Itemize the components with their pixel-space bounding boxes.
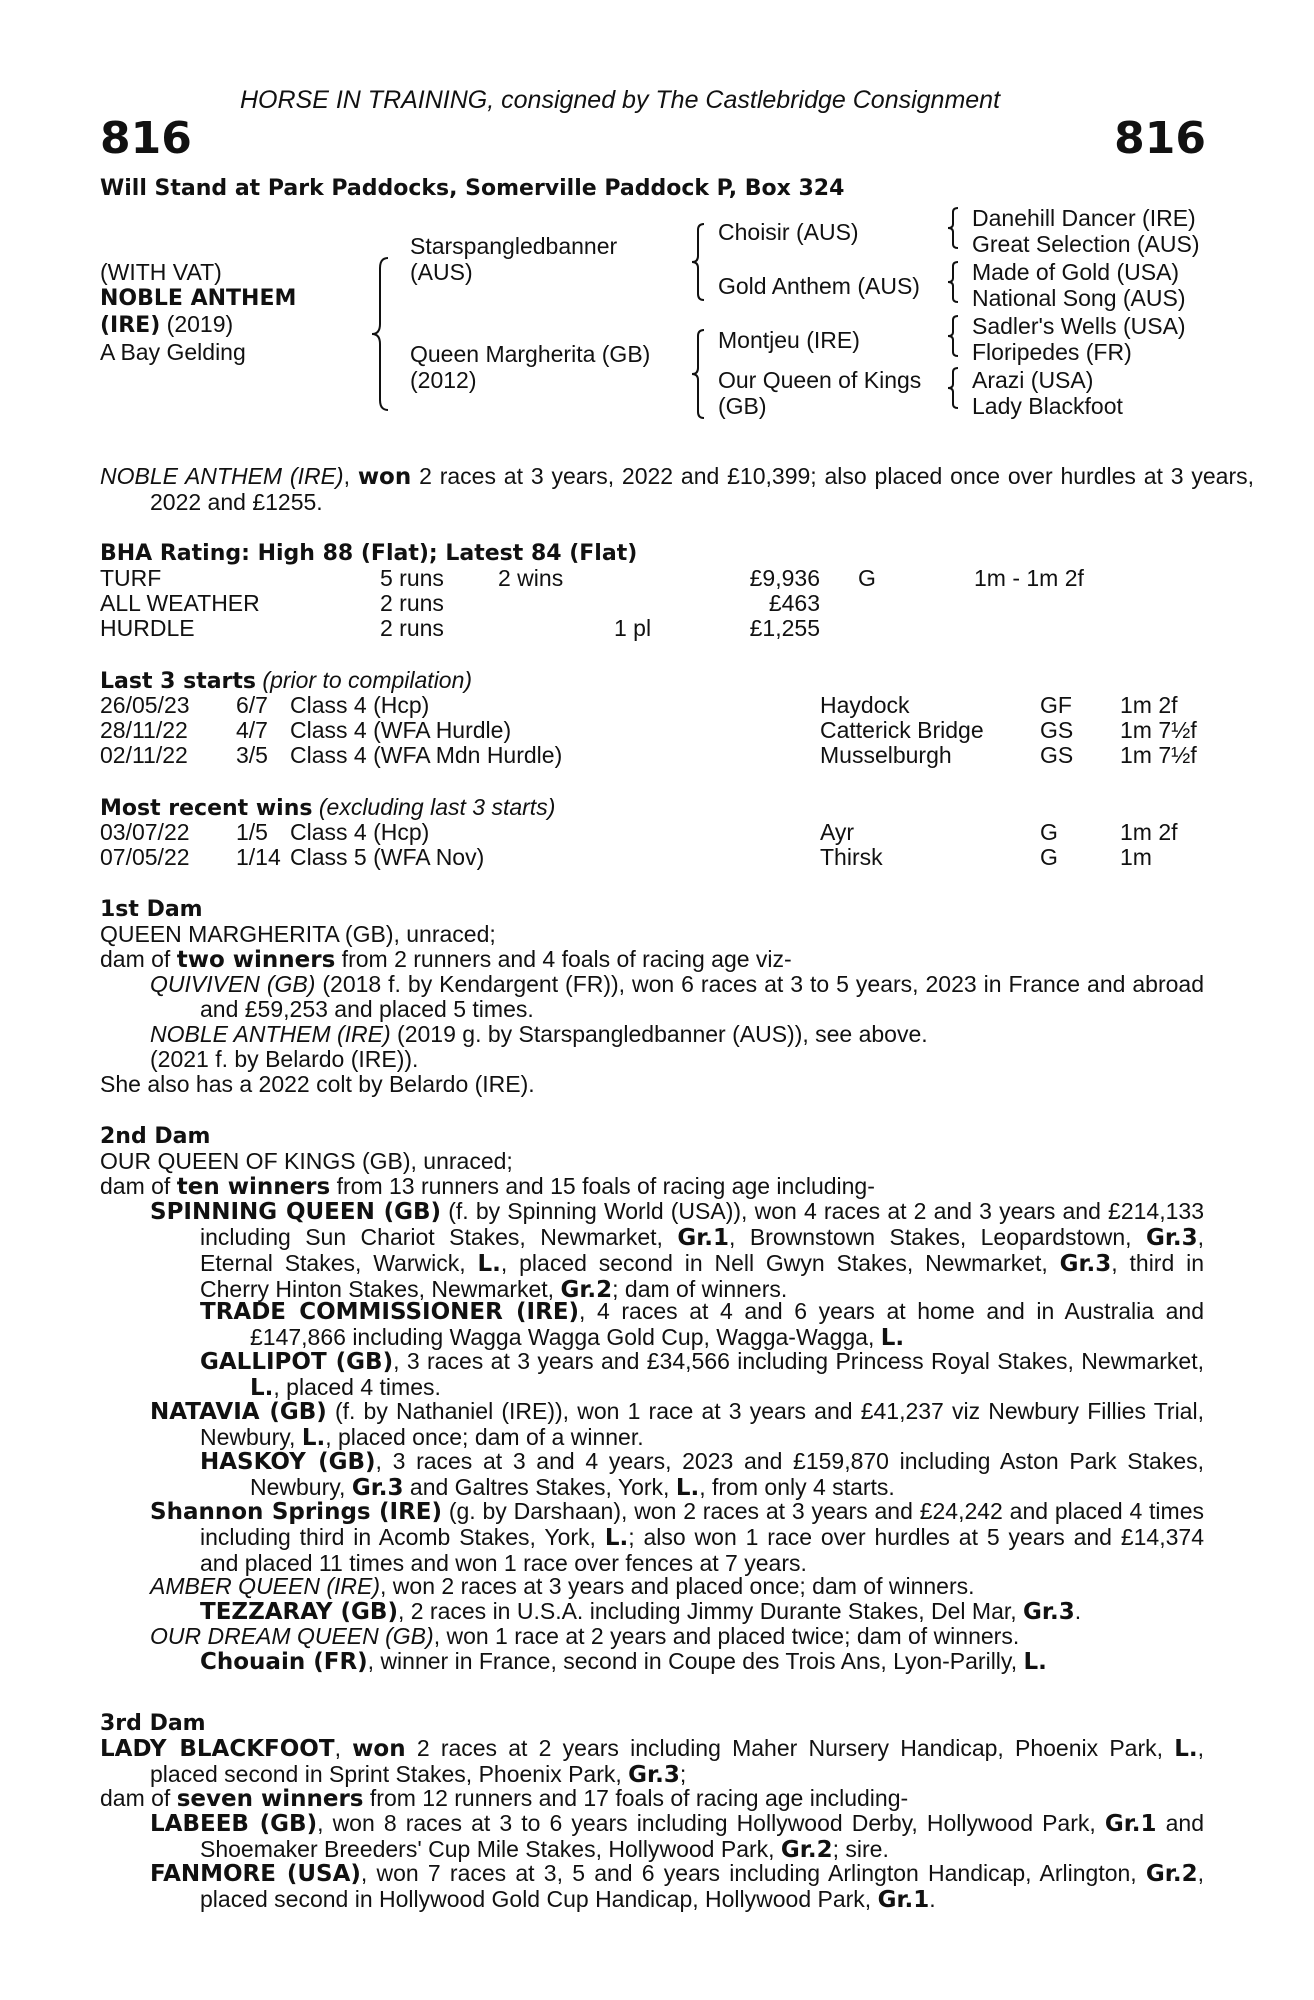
dam2-tezzaray bbox=[200, 1599, 1081, 1625]
spinning-grade-3b: Gr.3 bbox=[1059, 1251, 1112, 1277]
last3-date: 02/11/22 bbox=[100, 742, 188, 768]
pedigree-dss: Sadler's Wells (USA) bbox=[972, 313, 1186, 339]
spinning-grade-1: Gr.1 bbox=[677, 1225, 730, 1251]
pedigree-sire-sire: Choisir (AUS) bbox=[718, 219, 859, 245]
pedigree-brace-ds bbox=[946, 314, 960, 358]
lady-comma: , bbox=[334, 1735, 353, 1761]
rating-runs: 5 runs bbox=[380, 565, 444, 591]
tezzaray-text-2: . bbox=[1074, 1598, 1082, 1624]
pedigree-ddd: Lady Blackfoot bbox=[972, 393, 1123, 419]
quiviven-text: (2018 f. by Kendargent (FR)), won 6 races at 3 to 5 years, 2023 in France and abroad and £59,253 and placed 5 times. bbox=[200, 971, 1204, 1022]
pedigree-brace-ss bbox=[946, 206, 960, 250]
rating-runs: 2 runs bbox=[380, 615, 444, 641]
last3-date: 26/05/23 bbox=[100, 692, 190, 718]
dam2-name-line: OUR QUEEN OF KINGS (GB), unraced; bbox=[100, 1148, 513, 1174]
pedigree-brace-sire bbox=[690, 222, 706, 302]
trade-listed: L. bbox=[880, 1325, 905, 1351]
tezzaray-text-1: , 2 races in U.S.A. including Jimmy Durante Stakes, Del Mar, bbox=[397, 1598, 1024, 1624]
summary-won: won bbox=[357, 464, 412, 490]
pedigree-dam-dam-country: (GB) bbox=[718, 393, 767, 419]
tezzaray-grade-3: Gr.3 bbox=[1023, 1599, 1075, 1625]
quiviven-name: QUIVIVEN (GB) bbox=[150, 971, 316, 997]
pedigree-dsd: Floripedes (FR) bbox=[972, 339, 1132, 365]
gallipot-text-2: , placed 4 times. bbox=[273, 1374, 441, 1400]
wins-going: G bbox=[1040, 844, 1058, 870]
rating-row bbox=[100, 591, 1204, 616]
dam1-dam-of-pre: dam of bbox=[100, 946, 177, 972]
dam1-quiviven bbox=[150, 972, 1204, 1022]
spinning-text-2: , Brownstown Stakes, Leopardstown, bbox=[729, 1224, 1146, 1250]
dam1-name-line: QUEEN MARGHERITA (GB), unraced; bbox=[100, 921, 496, 947]
last3-date: 28/11/22 bbox=[100, 717, 188, 743]
fanmore-text-2: , placed second in Hollywood Gold Cup Handicap, Hollywood Park, bbox=[200, 1860, 1204, 1912]
fanmore-text-1: , won 7 races at 3, 5 and 6 years including Arlington Handicap, Arlington, bbox=[360, 1860, 1146, 1886]
pedigree-dds: Arazi (USA) bbox=[972, 367, 1094, 393]
dam1-colt-2022: She also has a 2022 colt by Belardo (IRE). bbox=[100, 1071, 535, 1097]
natavia-name: NATAVIA (GB) bbox=[150, 1399, 327, 1425]
noble-name: NOBLE ANTHEM (IRE) bbox=[150, 1021, 391, 1047]
dam3-dam-of-pre: dam of bbox=[100, 1785, 177, 1811]
last3-distance: 1m 7½f bbox=[1120, 717, 1197, 743]
rating-going: G bbox=[858, 565, 876, 591]
gallipot-text-1: , 3 races at 3 years and £34,566 including Princess Royal Stakes, Newmarket, bbox=[393, 1348, 1204, 1374]
last3-going: GS bbox=[1040, 742, 1074, 768]
dam2-our-dream-queen bbox=[150, 1624, 1019, 1649]
wins-heading: Most recent wins bbox=[100, 796, 313, 821]
dam3-dam-of bbox=[100, 1786, 908, 1812]
rating-heading: BHA Rating: High 88 (Flat); Latest 84 (Flat) bbox=[100, 541, 638, 566]
last3-heading: Last 3 starts bbox=[100, 669, 257, 694]
labeeb-text-2: and Shoemaker Breeders' Cup Mile Stakes, Hollywood Park, bbox=[200, 1810, 1205, 1862]
dam1-noble bbox=[150, 1022, 928, 1047]
pedigree-ssd: Great Selection (AUS) bbox=[972, 231, 1200, 257]
pedigree-brace-dd bbox=[946, 366, 960, 410]
labeeb-grade-1: Gr.1 bbox=[1104, 1811, 1157, 1837]
fanmore-grade-2: Gr.2 bbox=[1145, 1861, 1198, 1887]
dam3-lady-blackfoot bbox=[100, 1736, 1204, 1788]
dam1-dam-of-post: from 2 runners and 4 foals of racing age viz- bbox=[335, 946, 792, 972]
pedigree-brace-dam bbox=[690, 328, 706, 420]
chouain-text: , winner in France, second in Coupe des Trois Ans, Lyon-Parilly, bbox=[367, 1648, 1024, 1674]
lady-text-1: 2 races at 2 years including Maher Nursery Handicap, Phoenix Park, bbox=[405, 1735, 1175, 1761]
horse-country: (IRE) bbox=[100, 313, 161, 338]
haskoy-listed: L. bbox=[675, 1475, 700, 1501]
wins-distance: 1m 2f bbox=[1120, 819, 1178, 845]
lady-won: won bbox=[352, 1736, 406, 1762]
dam2-spinning-queen bbox=[150, 1199, 1204, 1303]
amber-text: , won 2 races at 3 years and placed once; dam of winners. bbox=[380, 1573, 975, 1599]
last3-distance: 1m 2f bbox=[1120, 692, 1178, 718]
spinning-text-1: (f. by Spinning World (USA)), won 4 races at 2 and 3 years and £214,133 including Sun Chariot Stakes, Newmarket, bbox=[200, 1198, 1204, 1250]
rating-surface: TURF bbox=[100, 565, 162, 591]
vat-label: (WITH VAT) bbox=[100, 259, 222, 285]
trade-name: TRADE COMMISSIONER (IRE) bbox=[200, 1299, 580, 1325]
labeeb-grade-2: Gr.2 bbox=[780, 1837, 833, 1863]
wins-going: G bbox=[1040, 819, 1058, 845]
horse-name: NOBLE ANTHEM bbox=[100, 286, 297, 311]
last3-race: Class 4 (Hcp) bbox=[290, 692, 430, 718]
spinning-text-5: , third in Cherry Hinton Stakes, Newmarket, bbox=[200, 1250, 1204, 1302]
rating-placed: 1 pl bbox=[614, 615, 652, 641]
rating-amount: £9,936 bbox=[749, 565, 820, 591]
dam2-gallipot bbox=[200, 1349, 1204, 1401]
last3-heading-line bbox=[100, 668, 472, 694]
dam3-heading: 3rd Dam bbox=[100, 1711, 206, 1736]
shannon-listed: L. bbox=[604, 1525, 629, 1551]
horse-description: A Bay Gelding bbox=[100, 339, 246, 365]
last3-going: GF bbox=[1040, 692, 1072, 718]
labeeb-text-3: ; sire. bbox=[832, 1836, 889, 1862]
rating-runs: 2 runs bbox=[380, 590, 444, 616]
wins-position: 1/14 bbox=[236, 844, 281, 870]
rating-wins: 2 wins bbox=[498, 565, 564, 591]
rating-surface: HURDLE bbox=[100, 615, 195, 641]
last3-note: (prior to compilation) bbox=[256, 667, 473, 693]
wins-race: Class 4 (Hcp) bbox=[290, 819, 430, 845]
gallipot-listed: L. bbox=[250, 1375, 274, 1401]
dam2-trade-commissioner bbox=[200, 1299, 1204, 1351]
horse-country-year bbox=[100, 312, 233, 338]
last3-distance: 1m 7½f bbox=[1120, 742, 1197, 768]
pedigree-brace-sd bbox=[946, 260, 960, 304]
natavia-text-1: (f. by Nathaniel (IRE)), won 1 race at 3 years and £41,237 viz Newbury Fillies Trial, Newbury, bbox=[200, 1398, 1204, 1450]
dam3-fanmore bbox=[150, 1861, 1204, 1913]
last3-position: 6/7 bbox=[236, 692, 268, 718]
lady-text-3: ; bbox=[679, 1761, 687, 1787]
wins-race: Class 5 (WFA Nov) bbox=[290, 844, 485, 870]
dam2-dam-of-post: from 13 runners and 15 foals of racing age including- bbox=[330, 1173, 875, 1199]
ourdream-text: , won 1 race at 2 years and placed twice; dam of winners. bbox=[433, 1623, 1020, 1649]
horse-year: (2019) bbox=[160, 311, 234, 337]
pedigree-dam: Queen Margherita (GB) bbox=[410, 341, 651, 367]
lady-listed: L. bbox=[1174, 1736, 1198, 1762]
dam1-winners-count: two winners bbox=[176, 947, 336, 973]
shannon-name: Shannon Springs (IRE) bbox=[150, 1499, 443, 1525]
haskoy-text-1: , 3 races at 3 and 4 years, 2023 and £159,870 including Aston Park Stakes, Newbury, bbox=[250, 1448, 1204, 1500]
rating-row bbox=[100, 616, 1204, 641]
summary-horse-name: NOBLE ANTHEM (IRE) bbox=[100, 463, 344, 489]
spinning-grade-2: Gr.2 bbox=[560, 1277, 613, 1303]
dam2-chouain bbox=[200, 1649, 1047, 1675]
dam3-winners-count: seven winners bbox=[176, 1786, 364, 1812]
wins-date: 03/07/22 bbox=[100, 819, 190, 845]
pedigree-sire-dam: Gold Anthem (AUS) bbox=[718, 273, 920, 299]
rating-surface: ALL WEATHER bbox=[100, 590, 260, 616]
rating-amount: £463 bbox=[768, 590, 820, 616]
haskoy-text-3: , from only 4 starts. bbox=[699, 1474, 895, 1500]
consignment-heading: HORSE IN TRAINING, consigned by The Castlebridge Consignment bbox=[240, 86, 1001, 114]
last3-race: Class 4 (WFA Hurdle) bbox=[290, 717, 512, 743]
labeeb-text-1: , won 8 races at 3 to 6 years including Hollywood Derby, Hollywood Park, bbox=[317, 1810, 1105, 1836]
last3-course: Musselburgh bbox=[820, 742, 952, 768]
dam1-heading: 1st Dam bbox=[100, 897, 203, 922]
last3-position: 3/5 bbox=[236, 742, 268, 768]
dam2-natavia bbox=[150, 1399, 1204, 1451]
wins-row bbox=[100, 820, 1204, 845]
wins-heading-line bbox=[100, 795, 555, 821]
rating-amount: £1,255 bbox=[749, 615, 820, 641]
dam1-dam-of bbox=[100, 947, 792, 973]
wins-note: (excluding last 3 starts) bbox=[312, 794, 556, 820]
last3-course: Haydock bbox=[820, 692, 910, 718]
pedigree-sire-country: (AUS) bbox=[410, 259, 473, 285]
wins-distance: 1m bbox=[1120, 844, 1152, 870]
dam1-filly-2021: (2021 f. by Belardo (IRE)). bbox=[150, 1046, 419, 1072]
summary-paragraph: NOBLE ANTHEM (IRE), won 2 races at 3 years, 2022 and £10,399; also placed once over hurdles at 3 years, 2022 and £1255. bbox=[100, 463, 1255, 515]
spinning-text-3: , Eternal Stakes, Warwick, bbox=[200, 1224, 1205, 1276]
pedigree-dam-sire: Montjeu (IRE) bbox=[718, 327, 860, 353]
lot-number-left: 816 bbox=[100, 113, 192, 164]
haskoy-name: HASKOY (GB) bbox=[200, 1449, 376, 1475]
last3-row bbox=[100, 743, 1204, 768]
last3-course: Catterick Bridge bbox=[820, 717, 984, 743]
dam3-labeeb bbox=[150, 1811, 1204, 1863]
chouain-name: Chouain (FR) bbox=[200, 1649, 368, 1675]
spinning-name: SPINNING QUEEN (GB) bbox=[150, 1199, 442, 1225]
last3-race: Class 4 (WFA Mdn Hurdle) bbox=[290, 742, 563, 768]
wins-course: Thirsk bbox=[820, 844, 883, 870]
natavia-text-2: , placed once; dam of a winner. bbox=[325, 1424, 644, 1450]
fanmore-name: FANMORE (USA) bbox=[150, 1861, 361, 1887]
wins-position: 1/5 bbox=[236, 819, 268, 845]
lot-number-right: 816 bbox=[1114, 113, 1206, 164]
spinning-grade-3a: Gr.3 bbox=[1145, 1225, 1198, 1251]
pedigree-sds: Made of Gold (USA) bbox=[972, 259, 1180, 285]
fanmore-text-3: . bbox=[929, 1886, 936, 1912]
dam2-haskoy bbox=[200, 1449, 1204, 1501]
lady-grade-3: Gr.3 bbox=[628, 1762, 680, 1788]
ourdream-name: OUR DREAM QUEEN (GB) bbox=[150, 1623, 434, 1649]
spinning-text-6: ; dam of winners. bbox=[612, 1276, 788, 1302]
rating-distance: 1m - 1m 2f bbox=[974, 565, 1084, 591]
pedigree-sdd: National Song (AUS) bbox=[972, 285, 1186, 311]
pedigree-sire: Starspangledbanner bbox=[410, 233, 618, 259]
dam2-winners-count: ten winners bbox=[176, 1174, 331, 1200]
shannon-text-1: (g. by Darshaan), won 2 races at 3 years and £24,242 and placed 4 times including third in Acomb Stakes, York, bbox=[200, 1498, 1204, 1550]
pedigree-dam-year: (2012) bbox=[410, 367, 477, 393]
lady-text-2: , placed second in Sprint Stakes, Phoenix Park, bbox=[150, 1735, 1205, 1787]
dam2-dam-of-pre: dam of bbox=[100, 1173, 177, 1199]
lady-name: LADY BLACKFOOT bbox=[100, 1736, 335, 1762]
natavia-listed: L. bbox=[301, 1425, 326, 1451]
wins-date: 07/05/22 bbox=[100, 844, 190, 870]
dam2-amber-queen bbox=[150, 1574, 975, 1599]
dam3-dam-of-post: from 12 runners and 17 foals of racing age including- bbox=[363, 1785, 909, 1811]
pedigree-dam-dam: Our Queen of Kings bbox=[718, 367, 922, 393]
noble-text: (2019 g. by Starspangledbanner (AUS)), see above. bbox=[390, 1021, 928, 1047]
dam2-heading: 2nd Dam bbox=[100, 1124, 211, 1149]
fanmore-grade-1: Gr.1 bbox=[877, 1887, 930, 1913]
haskoy-grade-3: Gr.3 bbox=[351, 1475, 404, 1501]
pedigree-brace-main bbox=[370, 256, 390, 412]
rating-row bbox=[100, 566, 1204, 591]
last3-row bbox=[100, 693, 1204, 718]
chouain-listed: L. bbox=[1023, 1649, 1047, 1675]
wins-row bbox=[100, 845, 1204, 870]
last3-row bbox=[100, 718, 1204, 743]
spinning-text-4: , placed second in Nell Gwyn Stakes, Newmarket, bbox=[500, 1250, 1060, 1276]
spinning-listed: L. bbox=[477, 1251, 501, 1277]
labeeb-name: LABEEB (GB) bbox=[150, 1811, 318, 1837]
amber-name: AMBER QUEEN (IRE) bbox=[150, 1573, 381, 1599]
dam2-shannon-springs bbox=[150, 1499, 1204, 1576]
haskoy-text-2: and Galtres Stakes, York, bbox=[403, 1474, 676, 1500]
last3-going: GS bbox=[1040, 717, 1074, 743]
wins-course: Ayr bbox=[820, 819, 855, 845]
trade-text: , 4 races at 4 and 6 years at home and in Australia and £147,866 including Wagga Wagga Gold Cup, Wagga-Wagga, bbox=[250, 1298, 1204, 1350]
summary-text: 2 races at 3 years, 2022 and £10,399; also placed once over hurdles at 3 years, 2022 and £1255. bbox=[150, 463, 1255, 515]
dam2-dam-of bbox=[100, 1174, 875, 1200]
last3-position: 4/7 bbox=[236, 717, 268, 743]
shannon-text-2: ; also won 1 race over hurdles at 5 years and £14,374 and placed 11 times and won 1 race over fences at 7 years. bbox=[200, 1524, 1204, 1576]
location-line: Will Stand at Park Paddocks, Somerville Paddock P, Box 324 bbox=[100, 176, 845, 201]
pedigree-sss: Danehill Dancer (IRE) bbox=[972, 205, 1196, 231]
gallipot-name: GALLIPOT (GB) bbox=[200, 1349, 394, 1375]
tezzaray-name: TEZZARAY (GB) bbox=[200, 1599, 398, 1625]
